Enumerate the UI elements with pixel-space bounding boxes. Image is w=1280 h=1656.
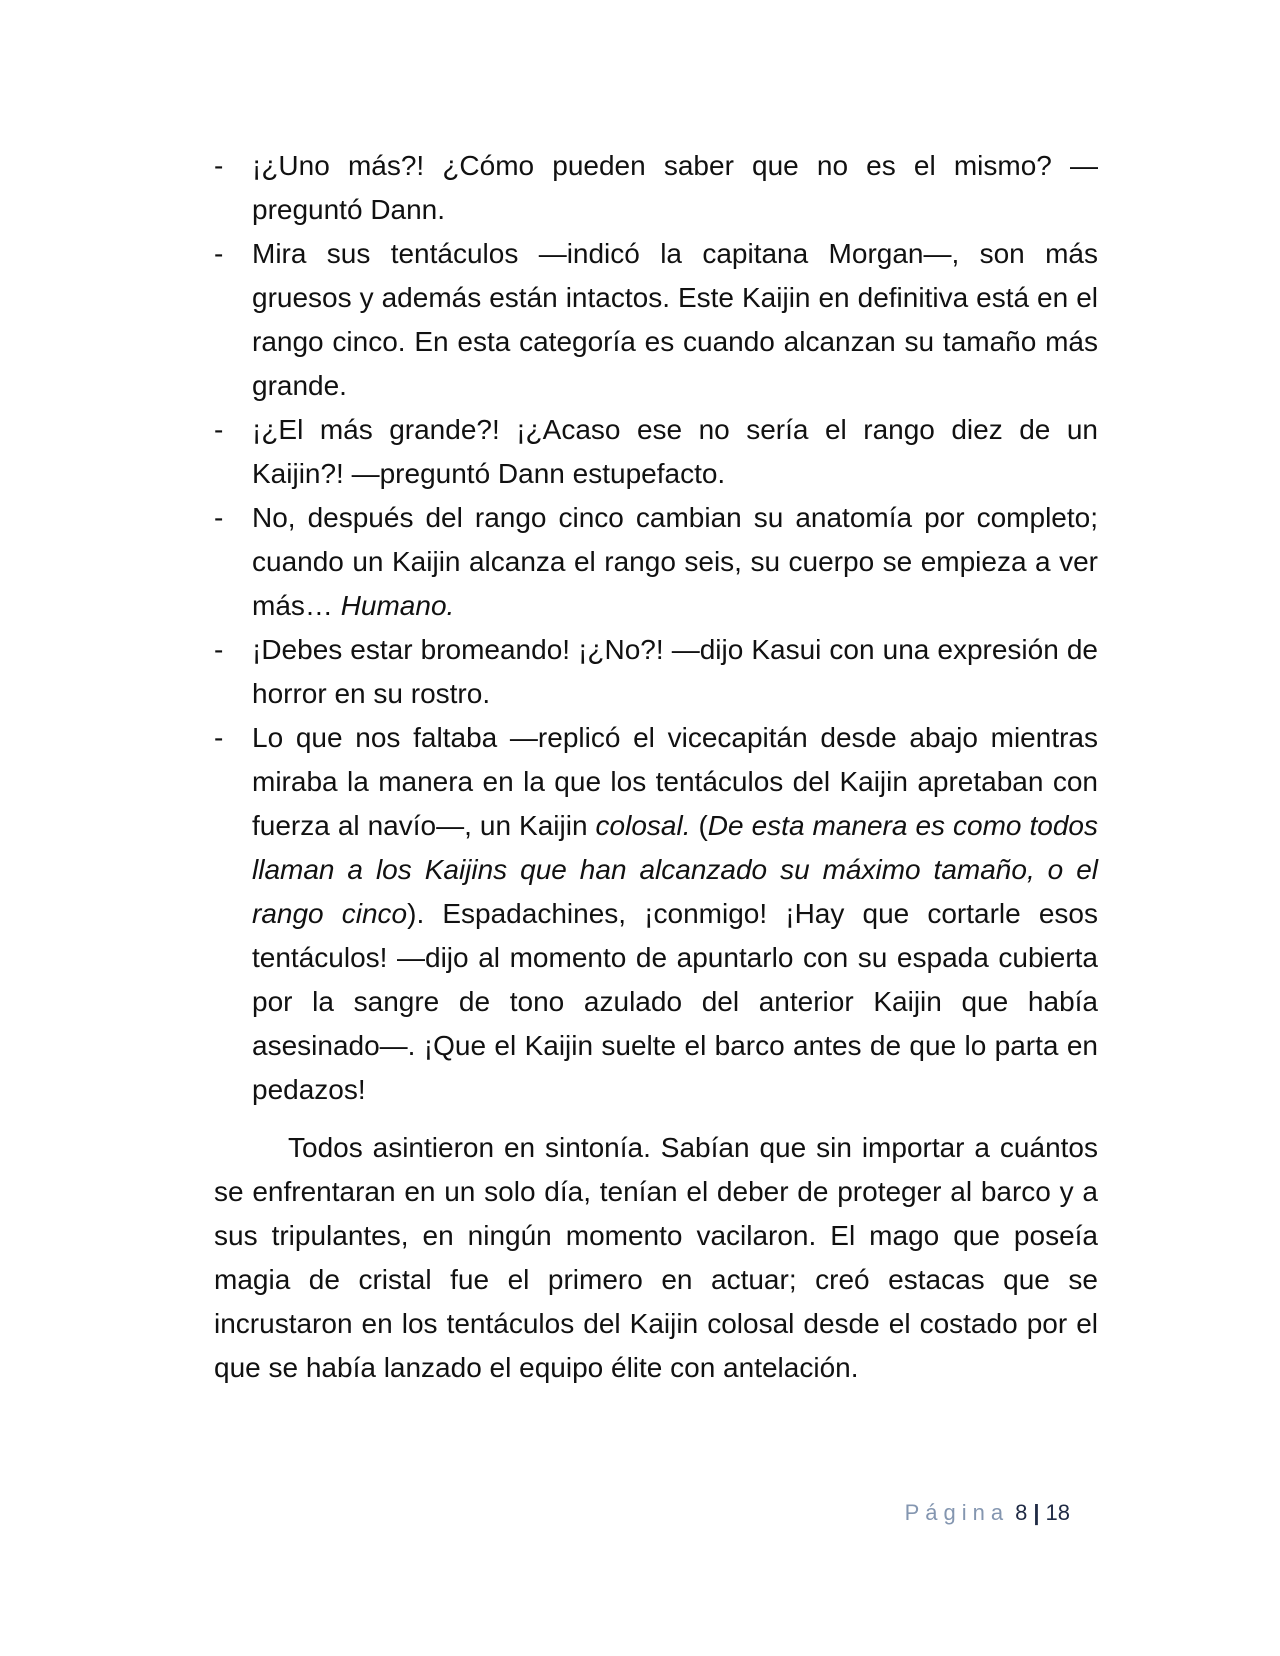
dialogue-dash: - xyxy=(214,150,224,181)
dialogue-item xyxy=(214,496,1098,628)
dialogue-dash: - xyxy=(214,634,224,665)
dialogue-item xyxy=(214,408,1098,496)
dialogue-item xyxy=(214,716,1098,1112)
dialogue-dash: - xyxy=(214,414,224,445)
dialogue-item xyxy=(214,628,1098,716)
dialogue-text-italic: colosal. xyxy=(595,810,691,841)
dialogue-text: ¡Debes estar bromeando! ¡¿No?! —dijo Kasui con una expresión de horror en su rostro. xyxy=(252,634,1098,709)
dialogue-item xyxy=(214,232,1098,408)
dialogue-text: Mira sus tentáculos —indicó la capitana Morgan—, son más gruesos y además están intactos. Este Kaijin en definitiva está en el rango cinco. En esta categoría es cuando alcanzan su tamaño más grande. xyxy=(252,238,1098,401)
dialogue-text-italic: De esta manera es como todos llaman a los Kaijins que han alcanzado su máximo tamaño, o el rango cinco xyxy=(252,810,1098,929)
dialogue-text: ( xyxy=(690,810,708,841)
dialogue-text: ¡¿Uno más?! ¿Cómo pueden saber que no es el mismo? —preguntó Dann. xyxy=(252,150,1098,225)
dialogue-item xyxy=(214,144,1098,232)
page-label: Página xyxy=(904,1500,1010,1525)
dialogue-dash: - xyxy=(214,502,224,533)
dialogue-list xyxy=(214,144,1098,1112)
dialogue-text-italic: Humano. xyxy=(340,590,455,621)
dialogue-dash: - xyxy=(214,722,224,753)
dialogue-text: Lo que nos faltaba —replicó el vicecapitán desde abajo mientras miraba la manera en la que los tentáculos del Kaijin apretaban con fuerza al navío—, un Kaijin xyxy=(252,722,1098,841)
page-content xyxy=(214,144,1098,1390)
page-separator: | xyxy=(1033,1500,1040,1525)
narrative-paragraph: Todos asintieron en sintonía. Sabían que sin importar a cuántos se enfrentaran en un solo día, tenían el deber de proteger al barco y a sus tripulantes, en ningún momento vacilaron. El mago que poseía magia de cristal fue el primero en actuar; creó estacas que se incrustaron en los tentáculos del Kaijin colosal desde el costado por el que se había lanzado el equipo élite con antelación. xyxy=(214,1132,1098,1383)
page-footer xyxy=(905,1500,1070,1526)
dialogue-text: No, después del rango cinco cambian su anatomía por completo; cuando un Kaijin alcanza el rango seis, su cuerpo se empieza a ver más… xyxy=(252,502,1098,621)
dialogue-dash: - xyxy=(214,238,224,269)
total-pages: 18 xyxy=(1045,1500,1070,1525)
page-number: 8 xyxy=(1015,1500,1028,1525)
dialogue-text: ). Espadachines, ¡conmigo! ¡Hay que cortarle esos tentáculos! —dijo al momento de apuntarlo con su espada cubierta por la sangre de tono azulado del anterior Kaijin que había asesinado—. ¡Que el Kaijin suelte el barco antes de que lo parta en pedazos! xyxy=(252,898,1098,1105)
dialogue-text: ¡¿El más grande?! ¡¿Acaso ese no sería el rango diez de un Kaijin?! —preguntó Dann estupefacto. xyxy=(252,414,1098,489)
